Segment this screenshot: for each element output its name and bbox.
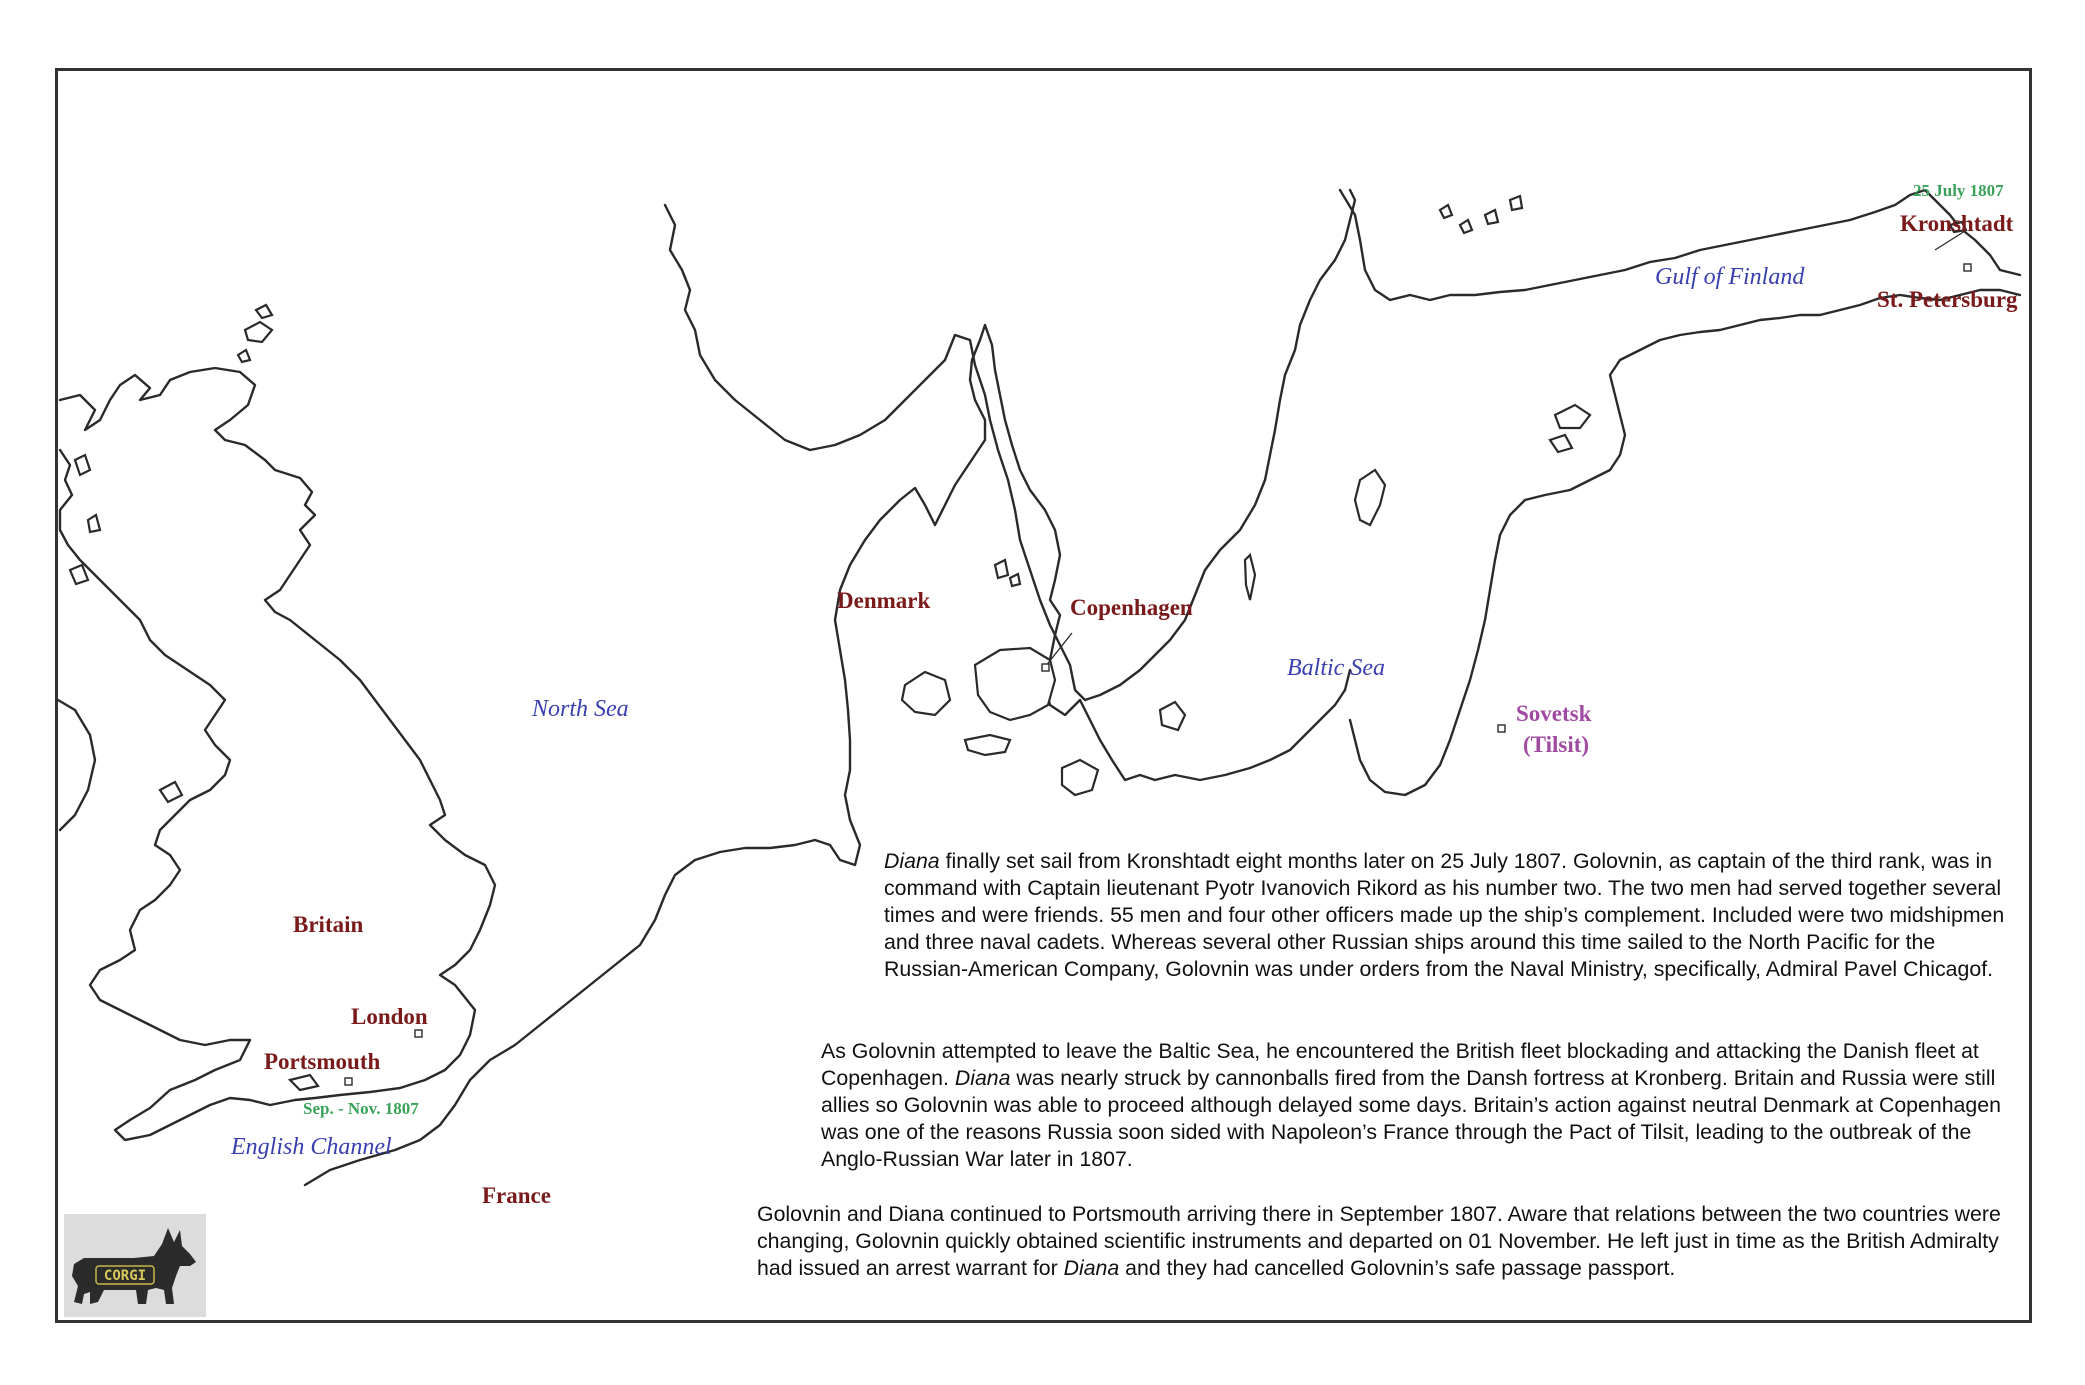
corgi-logo-text: CORGI (103, 1268, 147, 1284)
sovetsk-marker (1498, 725, 1505, 732)
label-tilsit: (Tilsit) (1523, 732, 1590, 757)
label-english-channel: English Channel (231, 1134, 392, 1160)
label-denmark: Denmark (837, 588, 931, 613)
paragraph-copenhagen (821, 1038, 2026, 1173)
paragraph-copenhagen-italic: Diana (954, 1066, 1011, 1090)
label-st-petersburg: St. Petersburg (1877, 287, 2018, 312)
paragraph-departure-text: finally set sail from Kronshtadt eight months later on 25 July 1807. Golovnin, as captain of the third rank, was in command with Captain lieutenant Pyotr Ivanovich Rikord as his number two. The two men had served together several times and were friends. 55 men and four other officers made up the ship’s complement. Included were two midshipmen and three naval cadets. Whereas several other Russian ships around this time sailed to the North Pacific for the Russian-American Company, Golovnin was under orders from the Naval Ministry, specifically, Admiral Pavel Chicagof. (884, 849, 2005, 981)
label-copenhagen: Copenhagen (1070, 595, 1193, 620)
label-sovetsk: Sovetsk (1516, 701, 1592, 726)
corgi-logo (64, 1214, 206, 1317)
label-portsmouth-date: Sep. - Nov. 1807 (303, 1099, 419, 1118)
britain-coastline (60, 368, 495, 1140)
gotland-island (1355, 470, 1385, 525)
label-portsmouth: Portsmouth (264, 1049, 381, 1074)
label-baltic-sea: Baltic Sea (1287, 655, 1385, 681)
copenhagen-marker (1042, 664, 1049, 671)
scandinavia-coastline (665, 190, 1355, 700)
london-marker (415, 1030, 422, 1037)
kronshtadt-marker (1964, 264, 1971, 271)
label-gulf-of-finland: Gulf of Finland (1655, 264, 1805, 290)
funen-island (902, 672, 950, 715)
label-kronshtadt-date: 25 July 1807 (1913, 181, 2004, 200)
paragraph-portsmouth-italic: Diana (1063, 1256, 1120, 1280)
paragraph-departure-italic: Diana (884, 849, 940, 873)
label-britain: Britain (293, 912, 364, 937)
ireland-edge (58, 700, 95, 830)
label-north-sea: North Sea (532, 696, 629, 722)
paragraph-portsmouth (757, 1201, 2025, 1282)
paragraph-copenhagen-text-1: As Golovnin attempted to leave the Baltic Sea, he encountered the British fleet blockading and attacking the Danish fleet at Copenhagen. (821, 1039, 1979, 1090)
label-london: London (351, 1004, 428, 1029)
paragraph-portsmouth-text-2: and they had cancelled Golovnin’s safe passage passport. (1119, 1256, 1676, 1280)
portsmouth-marker (345, 1078, 352, 1085)
paragraph-copenhagen-text-2: was nearly struck by cannonballs fired from the Dansh fortress at Kronberg. Britain and Russia were still allies so Golovnin was able to proceed although delayed some days. Britain’s action against neutral Denmark at Copenhagen was one of the reasons Russia soon sided with Napoleon’s France through the Pact of Tilsit, leading to the outbreak of the Anglo-Russian War later in 1807. (821, 1066, 2001, 1171)
label-france: France (482, 1183, 551, 1208)
zealand-island (975, 648, 1055, 720)
baltic-states-coastline (1350, 290, 2020, 795)
paragraph-departure (884, 848, 2024, 983)
paragraph-portsmouth-text-1: Golovnin and Diana continued to Portsmouth arriving there in September 1807. Aware that relations between the two countries were changing, Golovnin quickly obtained scientific instruments and departed on 01 November. He left just in time as the British Admiralty had issued an arrest warrant for (757, 1202, 2001, 1280)
label-kronshtadt: Kronshtadt (1900, 211, 2014, 236)
